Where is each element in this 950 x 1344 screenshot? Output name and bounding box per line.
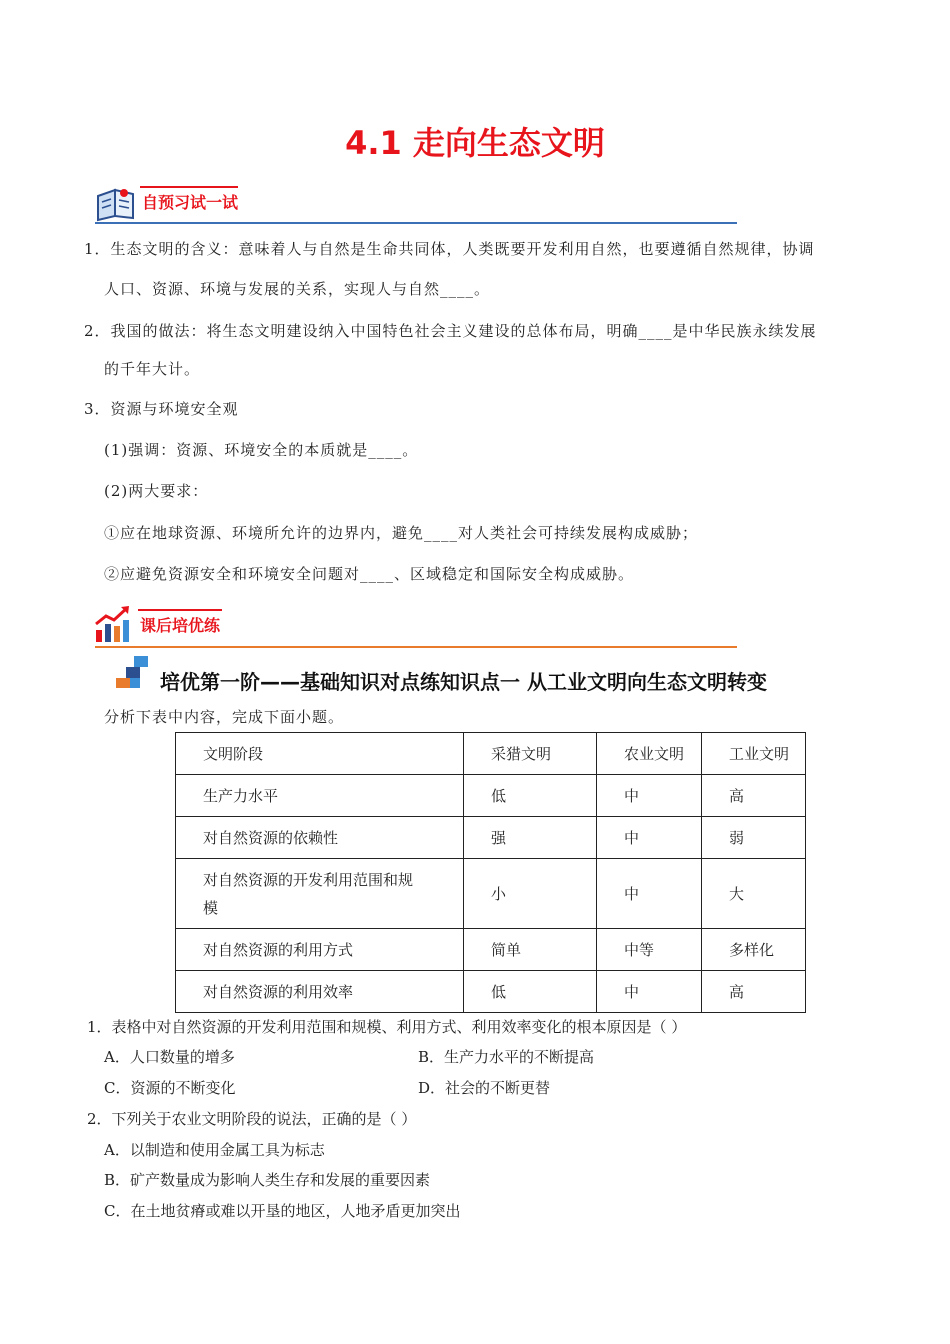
question-1-option-d: D．社会的不断更替 bbox=[418, 1079, 551, 1097]
prep-q1-line1: 1．生态文明的含义：意味着人与自然是生命共同体，人类既要开发利用自然，也要遵循自然规律，协调 bbox=[84, 240, 815, 258]
table-row bbox=[176, 929, 806, 971]
table-cell: 小 bbox=[464, 859, 597, 929]
table-cell: 强 bbox=[464, 817, 597, 859]
table-row bbox=[176, 817, 806, 859]
table-cell-line: 对自然资源的开发利用范围和规 bbox=[203, 870, 414, 889]
section-subheading: 培优第一阶——基础知识对点练知识点一 从工业文明向生态文明转变 bbox=[160, 670, 767, 694]
table-cell: 中 bbox=[597, 971, 702, 1013]
table-cell: 低 bbox=[464, 971, 597, 1013]
table-header-cell: 采猎文明 bbox=[464, 733, 597, 775]
prep-q2-line1: 2．我国的做法：将生态文明建设纳入中国特色社会主义建设的总体布局，明确____是中华民族永续发展 bbox=[84, 322, 817, 340]
table-header-cell: 农业文明 bbox=[597, 733, 702, 775]
question-2-option-b: B．矿产数量成为影响人类生存和发展的重要因素 bbox=[104, 1171, 431, 1189]
table-cell: 中 bbox=[597, 859, 702, 929]
table-cell: 生产力水平 bbox=[176, 775, 464, 817]
section-divider bbox=[95, 646, 737, 648]
prep-q3-1: (1)强调：资源、环境安全的本质就是____。 bbox=[104, 441, 419, 459]
table-row bbox=[176, 859, 806, 929]
table-cell: 对自然资源的利用效率 bbox=[176, 971, 464, 1013]
prep-q3-2b: ②应避免资源安全和环境安全问题对____、区域稳定和国际安全构成威胁。 bbox=[104, 565, 635, 583]
prep-q3: 3．资源与环境安全观 bbox=[84, 400, 239, 418]
table-cell: 高 bbox=[702, 775, 806, 817]
question-1-option-c: C．资源的不断变化 bbox=[104, 1079, 236, 1097]
prep-q3-2a: ①应在地球资源、环境所允许的边界内，避免____对人类社会可持续发展构成威胁； bbox=[104, 524, 699, 542]
table-cell: 高 bbox=[702, 971, 806, 1013]
page-title: 4.1 走向生态文明 bbox=[345, 124, 605, 162]
prep-q1-line2: 人口、资源、环境与发展的关系，实现人与自然____。 bbox=[104, 280, 491, 298]
table-cell-line: 模 bbox=[203, 898, 219, 917]
table-row bbox=[176, 971, 806, 1013]
question-1: 1．表格中对自然资源的开发利用范围和规模、利用方式、利用效率变化的根本原因是（ ） bbox=[87, 1018, 687, 1036]
table-cell: 低 bbox=[464, 775, 597, 817]
section-label-practice: 课后培优练 bbox=[140, 616, 221, 635]
table-cell bbox=[176, 859, 464, 929]
section-label-underline bbox=[138, 609, 222, 611]
table-header-cell: 文明阶段 bbox=[176, 733, 464, 775]
section-label-preview: 自预习试一试 bbox=[142, 193, 239, 212]
question-1-option-b: B．生产力水平的不断提高 bbox=[418, 1048, 595, 1066]
table-intro: 分析下表中内容，完成下面小题。 bbox=[104, 708, 345, 726]
book-icon bbox=[95, 186, 137, 222]
table-cell: 对自然资源的利用方式 bbox=[176, 929, 464, 971]
growth-chart-icon bbox=[93, 604, 133, 644]
table-cell: 弱 bbox=[702, 817, 806, 859]
question-2-option-a: A．以制造和使用金属工具为标志 bbox=[104, 1141, 325, 1159]
section-label-underline bbox=[140, 186, 238, 188]
civilization-table bbox=[175, 732, 806, 1013]
blocks-icon bbox=[116, 656, 156, 688]
table-cell: 大 bbox=[702, 859, 806, 929]
table-cell: 简单 bbox=[464, 929, 597, 971]
question-2-option-c: C．在土地贫瘠或难以开垦的地区，人地矛盾更加突出 bbox=[104, 1202, 461, 1220]
question-2: 2．下列关于农业文明阶段的说法，正确的是（ ） bbox=[87, 1110, 417, 1128]
table-cell: 对自然资源的依赖性 bbox=[176, 817, 464, 859]
prep-q3-2: (2)两大要求： bbox=[104, 482, 209, 500]
table-cell: 多样化 bbox=[702, 929, 806, 971]
table-header-cell: 工业文明 bbox=[702, 733, 806, 775]
prep-q2-line2: 的千年大计。 bbox=[104, 360, 201, 378]
table-cell: 中等 bbox=[597, 929, 702, 971]
table-cell: 中 bbox=[597, 817, 702, 859]
table-cell: 中 bbox=[597, 775, 702, 817]
section-divider bbox=[95, 222, 737, 224]
table-row bbox=[176, 775, 806, 817]
question-1-option-a: A．人口数量的增多 bbox=[104, 1048, 235, 1066]
